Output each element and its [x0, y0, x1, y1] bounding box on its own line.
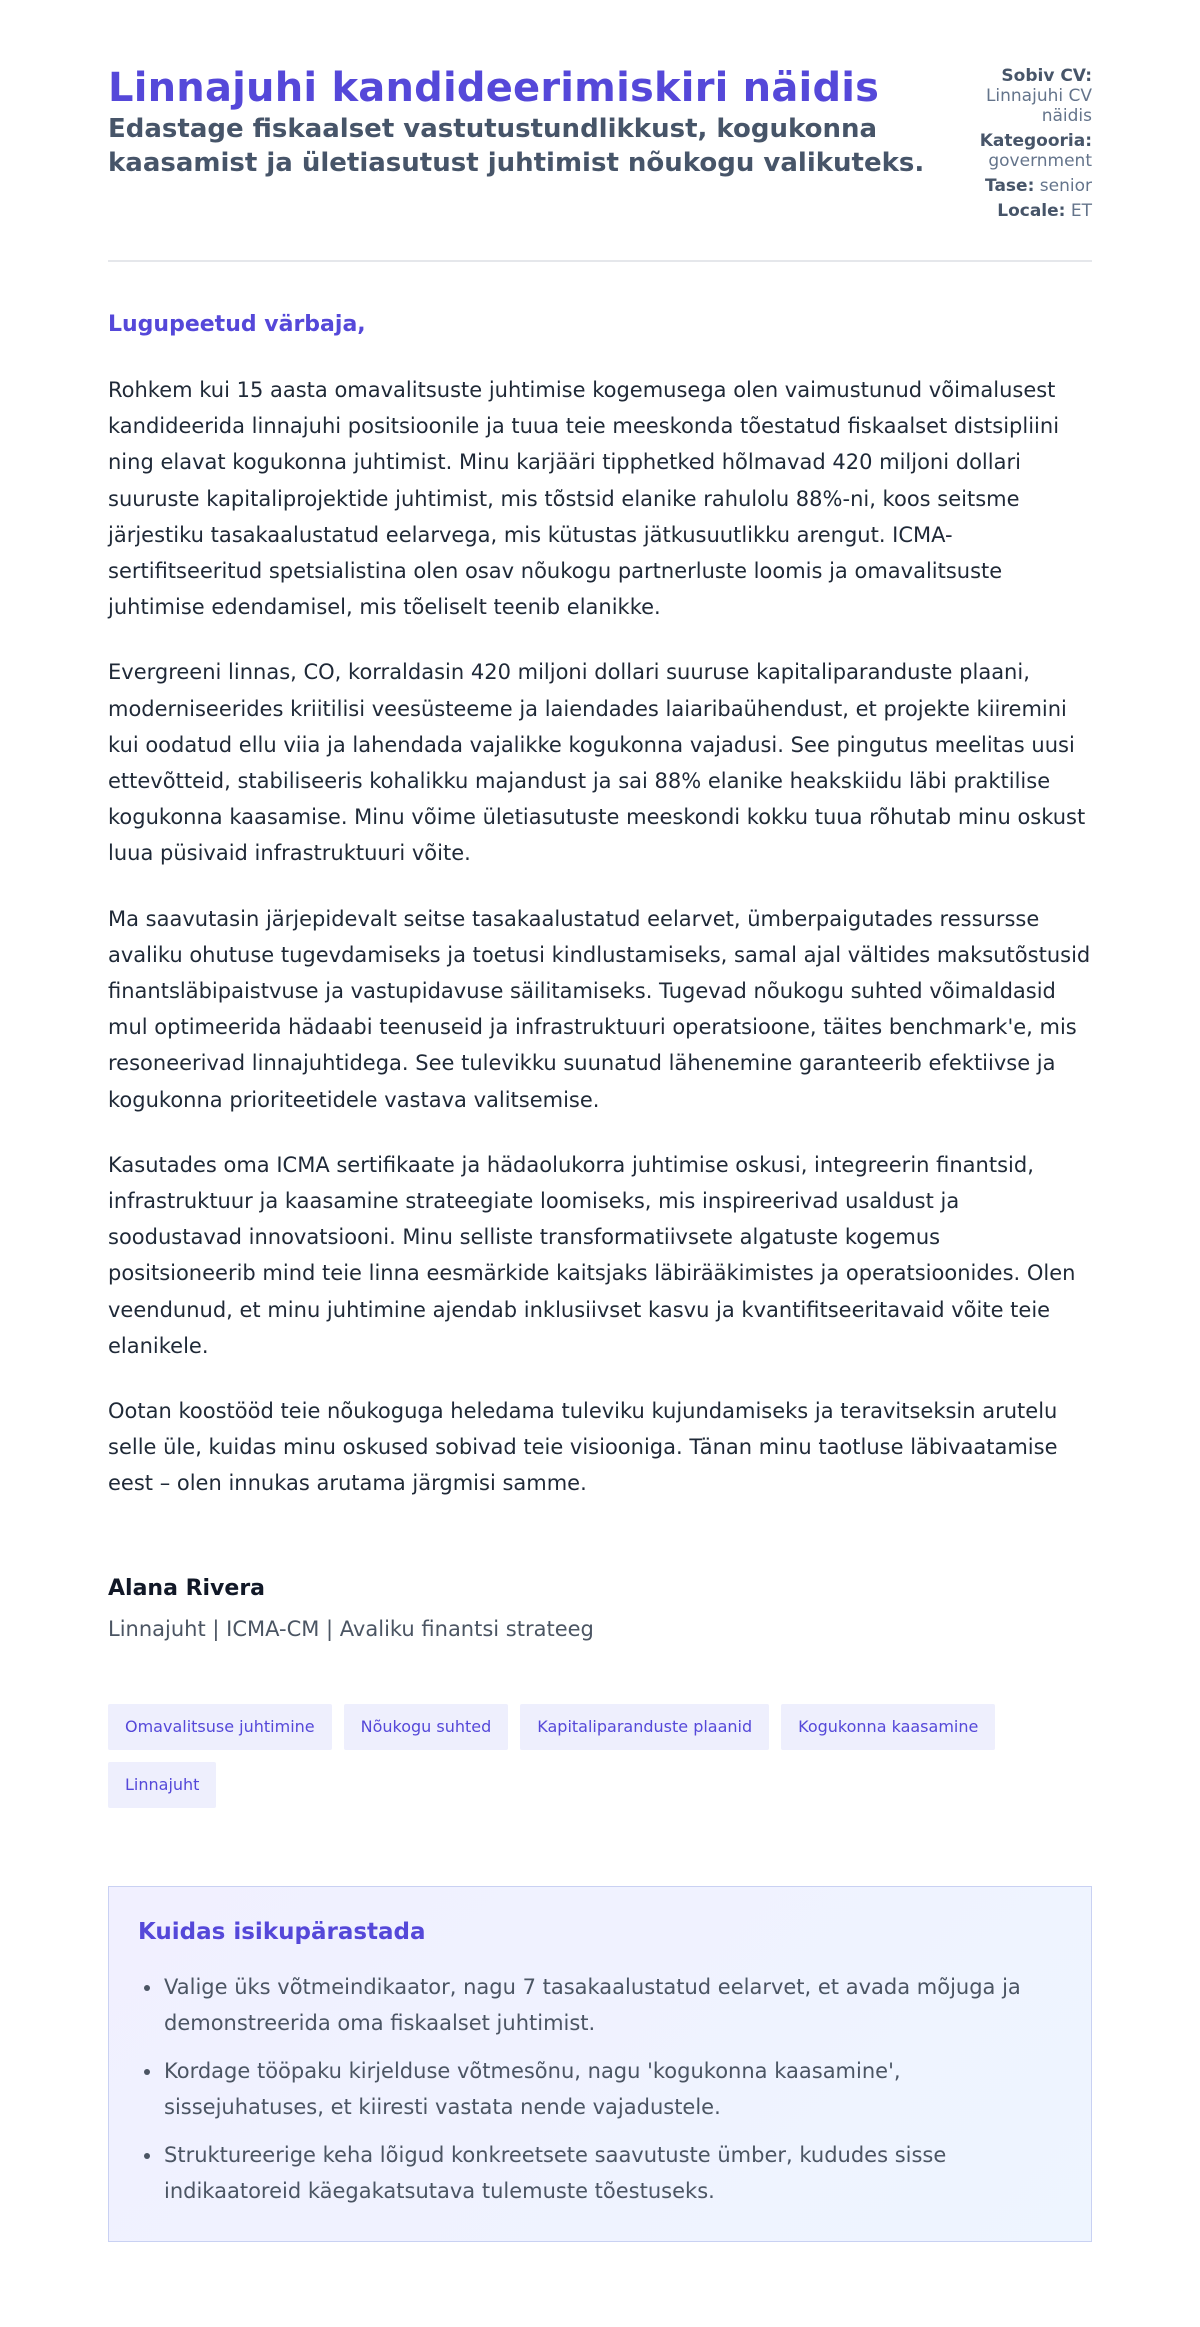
keyword-tag: Kapitaliparanduste plaanid [520, 1704, 769, 1750]
document-header [108, 64, 1092, 262]
letter-paragraph: Kasutades oma ICMA sertifikaate ja hädaolukorra juhtimise oskusi, integreerin finantsid, infrastruktuur ja kaasamine strateegiate loomiseks, mis inspireerivad usaldust ja soodustavad innovatsiooni. Minu selliste transformatiivsete algatuste kogemus positsioneerib mind teie linna eesmärkide kaitsjaks läbirääkimistes ja operatsioonides. Olen veendunud, et minu juhtimine ajendab inklusiivset kasvu ja kvantifitseeritavaid võite teie elanikele. [108, 1152, 1076, 1358]
meta-locale-value: ET [1070, 201, 1092, 221]
letter-salutation: Lugupeetud värbaja, [108, 312, 366, 337]
letter-body [108, 310, 1092, 2242]
meta-locale [939, 201, 1092, 221]
page-subtitle: Edastage fiskaalset vastutustundlikkust, kogukonna kaasamist ja ületiasutust juhtimist nõukogu valikuteks. [108, 114, 925, 178]
page-title: Linnajuhi kandideerimiskiri näidis [108, 65, 880, 111]
meta-cv [939, 66, 1092, 126]
title-block [108, 64, 939, 180]
personalization-tips-box [108, 1886, 1092, 2242]
tips-title: Kuidas isikupärastada [138, 1918, 426, 1945]
signature-block [108, 1574, 1092, 1644]
letter-paragraph: Ootan koostööd teie nõukoguga heledama tuleviku kujundamiseks ja teravitseksin arutelu selle üle, kuidas minu oskused sobivad teie visiooniga. Tänan minu taotluse läbivaatamise eest – olen innukas arutama järgmisi samme. [108, 1399, 1058, 1496]
meta-cv-value: Linnajuhi CV näidis [985, 86, 1092, 126]
tip-item: • Kordage tööpaku kirjelduse võtmesõnu, nagu 'kogukonna kaasamine', sissejuhatuses, et kiiresti vastata nende vajadustele. [163, 2053, 1063, 2125]
meta-level [939, 176, 1092, 196]
tips-list [138, 1969, 1063, 2209]
signature-title: Linnajuht | ICMA-CM | Avaliku finantsi strateeg [108, 1616, 594, 1641]
keyword-tag: Nõukogu suhted [344, 1704, 509, 1750]
document-meta [939, 66, 1092, 226]
tip-item: • Struktureerige keha lõigud konkreetsete saavutuste ümber, kududes sisse indikaatoreid käegakatsutava tulemuste tõestuseks. [163, 2137, 1063, 2209]
meta-level-value: senior [1039, 176, 1092, 196]
keyword-tag: Omavalitsuse juhtimine [108, 1704, 332, 1750]
meta-category-value: government [988, 151, 1092, 171]
letter-paragraph: Rohkem kui 15 aasta omavalitsuste juhtimise kogemusega olen vaimustunud võimalusest kandideerida linnajuhi positsioonile ja tuua teie meeskonda tõestatud fiskaalset distsipliini ning elavat kogukonna juhtimist. Minu karjääri tipphetked hõlmavad 420 miljoni dollari suuruste kapitaliprojektide juhtimist, mis tõstsid elanike rahulolu 88%-ni, koos seitsme järjestiku tasakaalustatud eelarvega, mis kütustas jätkusuutlikku arengut. ICMA-sertifitseeritud spetsialistina olen osav nõukogu partnerluste loomis ja omavalitsuste juhtimise edendamisel, mis tõeliselt teenib elanikke. [108, 378, 1060, 620]
meta-locale-label: Locale: [997, 201, 1066, 221]
tip-item: • Valige üks võtmeindikaator, nagu 7 tasakaalustatud eelarvet, et avada mõjuga ja demonstreerida oma fiskaalset juhtimist. [163, 1969, 1063, 2041]
meta-level-label: Tase: [985, 176, 1035, 196]
keyword-tag: Linnajuht [108, 1762, 216, 1808]
signature-name: Alana Rivera [108, 1575, 266, 1601]
letter-paragraph: Evergreeni linnas, CO, korraldasin 420 miljoni dollari suuruse kapitaliparanduste plaani, moderniseerides kriitilisi veesüsteeme ja laiendades laiaribaühendust, et projekte kiiremini kui oodatud ellu viia ja lahendada vajalikke kogukonna vajadusi. See pingutus meelitas uusi ettevõtteid, stabiliseeris kohalikku majandust ja sai 88% elanike heakskiidu läbi praktilise kogukonna kaasamise. Minu võime ületiasutuste meeskondi kokku tuua rõhutab minu oskust luua püsivaid infrastruktuuri võite. [108, 660, 1086, 866]
meta-category-label: Kategooria: [979, 131, 1092, 151]
meta-category [939, 131, 1092, 171]
keyword-tag: Kogukonna kaasamine [781, 1704, 995, 1750]
keyword-tags [108, 1704, 1092, 1808]
meta-cv-label: Sobiv CV: [1001, 66, 1092, 86]
letter-paragraph: Ma saavutasin järjepidevalt seitse tasakaalustatud eelarvet, ümberpaigutades ressursse avaliku ohutuse tugevdamiseks ja toetusi kindlustamiseks, samal ajal vältides maksutõstusid finantsläbipaistvuse ja vastupidavuse säilitamiseks. Tugevad nõukogu suhted võimaldasid mul optimeerida hädaabi teenuseid ja infrastruktuuri operatsioone, täites benchmark'e, mis resoneerivad linnajuhtidega. See tulevikku suunatud lähenemine garanteerib efektiivse ja kogukonna prioriteetidele vastava valitsemise. [108, 906, 1091, 1112]
